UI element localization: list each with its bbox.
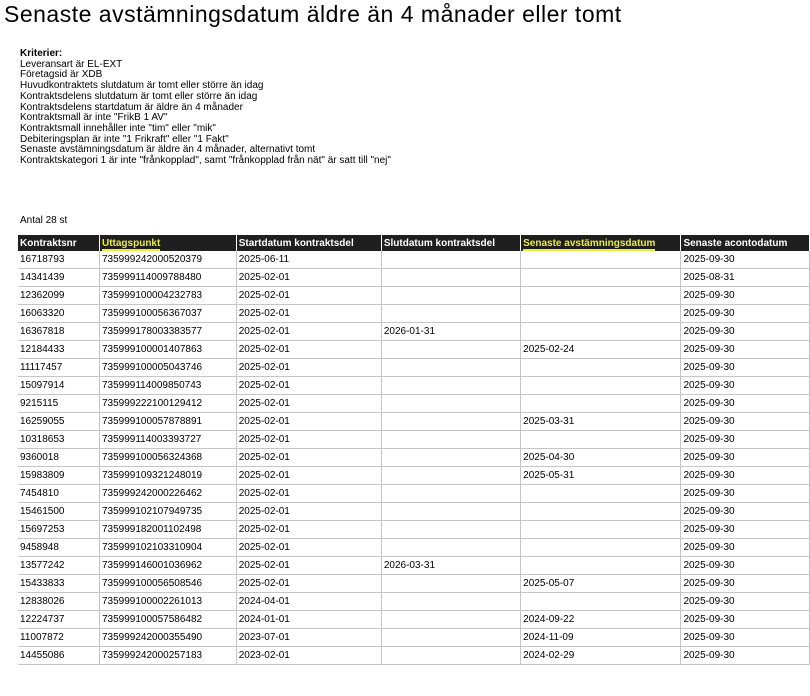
cell-uttagspunkt: 735999242000520379 [99,251,236,269]
cell-startdatum: 2025-02-01 [236,503,381,521]
cell-acontodatum: 2025-09-30 [681,431,810,449]
cell-avstamningsdatum: 2024-09-22 [521,611,681,629]
criteria-line: Leveransart är EL-EXT [20,58,123,70]
table-row[interactable] [18,395,810,413]
cell-kontraktsnr: 9360018 [18,449,99,467]
cell-startdatum: 2023-07-01 [236,629,381,647]
cell-startdatum: 2024-01-01 [236,611,381,629]
cell-acontodatum: 2025-09-30 [681,449,810,467]
cell-acontodatum: 2025-09-30 [681,305,810,323]
cell-acontodatum: 2025-09-30 [681,611,810,629]
cell-acontodatum: 2025-09-30 [681,377,810,395]
cell-slutdatum [381,629,520,647]
cell-slutdatum [381,449,520,467]
cell-startdatum: 2023-02-01 [236,647,381,665]
cell-avstamningsdatum [521,431,681,449]
cell-uttagspunkt: 735999102107949735 [99,503,236,521]
contracts-table [18,235,810,665]
cell-startdatum: 2025-02-01 [236,449,381,467]
cell-kontraktsnr: 15461500 [18,503,99,521]
cell-startdatum: 2025-02-01 [236,359,381,377]
cell-acontodatum: 2025-09-30 [681,593,810,611]
criteria-line: Debiteringsplan är inte "1 Frikraft" eller "1 Fakt" [20,133,229,145]
col-header-kontraktsnr[interactable]: Kontraktsnr [18,235,99,251]
cell-avstamningsdatum [521,485,681,503]
cell-slutdatum [381,431,520,449]
cell-kontraktsnr: 15983809 [18,467,99,485]
cell-kontraktsnr: 11007872 [18,629,99,647]
cell-kontraktsnr: 14341439 [18,269,99,287]
cell-avstamningsdatum: 2025-02-24 [521,341,681,359]
table-row[interactable] [18,305,810,323]
cell-uttagspunkt: 735999100001407863 [99,341,236,359]
cell-acontodatum: 2025-09-30 [681,467,810,485]
cell-slutdatum [381,395,520,413]
cell-slutdatum [381,593,520,611]
cell-uttagspunkt: 735999242000257183 [99,647,236,665]
criteria-heading: Kriterier: [20,48,63,59]
cell-uttagspunkt: 735999100056508546 [99,575,236,593]
cell-avstamningsdatum [521,503,681,521]
table-row[interactable] [18,323,810,341]
cell-uttagspunkt: 735999100004232783 [99,287,236,305]
table-row[interactable] [18,611,810,629]
cell-kontraktsnr: 11117457 [18,359,99,377]
table-row[interactable] [18,449,810,467]
cell-uttagspunkt: 735999100057586482 [99,611,236,629]
cell-avstamningsdatum: 2024-11-09 [521,629,681,647]
cell-avstamningsdatum [521,377,681,395]
cell-avstamningsdatum [521,395,681,413]
cell-startdatum: 2025-02-01 [236,341,381,359]
cell-slutdatum [381,341,520,359]
cell-avstamningsdatum [521,287,681,305]
table-row[interactable] [18,269,810,287]
cell-kontraktsnr: 15097914 [18,377,99,395]
cell-startdatum: 2025-02-01 [236,305,381,323]
cell-uttagspunkt: 735999100005043746 [99,359,236,377]
cell-startdatum: 2025-02-01 [236,539,381,557]
cell-startdatum: 2025-02-01 [236,575,381,593]
cell-acontodatum: 2025-09-30 [681,359,810,377]
table-row[interactable] [18,287,810,305]
cell-uttagspunkt: 735999100056324368 [99,449,236,467]
table-row[interactable] [18,647,810,665]
cell-slutdatum [381,611,520,629]
table-row[interactable] [18,521,810,539]
cell-acontodatum: 2025-09-30 [681,251,810,269]
cell-uttagspunkt: 735999242000355490 [99,629,236,647]
col-header-uttagspunkt[interactable]: Uttagspunkt [99,235,236,251]
criteria-line: Huvudkontraktets slutdatum är tomt eller större än idag [20,80,264,92]
cell-slutdatum [381,287,520,305]
cell-startdatum: 2025-02-01 [236,431,381,449]
cell-kontraktsnr: 15697253 [18,521,99,539]
cell-kontraktsnr: 16259055 [18,413,99,431]
cell-slutdatum [381,521,520,539]
cell-uttagspunkt: 735999102103310904 [99,539,236,557]
record-count: Antal 28 st [20,215,68,226]
cell-slutdatum [381,503,520,521]
table-row[interactable] [18,341,810,359]
cell-avstamningsdatum [521,521,681,539]
cell-uttagspunkt: 735999114003393727 [99,431,236,449]
col-header-slutdatum[interactable]: Slutdatum kontraktsdel [381,235,520,251]
cell-acontodatum: 2025-08-31 [681,269,810,287]
cell-startdatum: 2025-02-01 [236,485,381,503]
cell-uttagspunkt: 735999242000226462 [99,485,236,503]
criteria-line: Kontraktsmall är inte "FrikB 1 AV" [20,112,168,124]
table-header-row [18,235,810,251]
cell-kontraktsnr: 13577242 [18,557,99,575]
cell-avstamningsdatum [521,251,681,269]
cell-kontraktsnr: 9458948 [18,539,99,557]
cell-slutdatum [381,269,520,287]
cell-avstamningsdatum: 2025-03-31 [521,413,681,431]
cell-acontodatum: 2025-09-30 [681,485,810,503]
cell-acontodatum: 2025-09-30 [681,323,810,341]
cell-uttagspunkt: 735999114009788480 [99,269,236,287]
cell-uttagspunkt: 735999222100129412 [99,395,236,413]
cell-uttagspunkt: 735999100057878891 [99,413,236,431]
cell-kontraktsnr: 10318653 [18,431,99,449]
table-row[interactable] [18,377,810,395]
criteria-line: Kontraktsdelens slutdatum är tomt eller större än idag [20,90,258,102]
col-header-startdatum[interactable]: Startdatum kontraktsdel [236,235,381,251]
cell-acontodatum: 2025-09-30 [681,341,810,359]
cell-startdatum: 2025-06-11 [236,251,381,269]
cell-uttagspunkt: 735999182001102498 [99,521,236,539]
cell-acontodatum: 2025-09-30 [681,521,810,539]
table-row[interactable] [18,485,810,503]
cell-kontraktsnr: 16718793 [18,251,99,269]
cell-kontraktsnr: 16367818 [18,323,99,341]
cell-startdatum: 2025-02-01 [236,467,381,485]
table-row[interactable] [18,251,810,269]
cell-slutdatum [381,251,520,269]
cell-startdatum: 2024-04-01 [236,593,381,611]
table-row[interactable] [18,575,810,593]
cell-slutdatum [381,539,520,557]
criteria-line: Kontraktskategori 1 är inte "frånkopplad", samt "frånkopplad från nät" är satt till "nej" [20,155,391,167]
table-row[interactable] [18,431,810,449]
cell-uttagspunkt: 735999114009850743 [99,377,236,395]
cell-uttagspunkt: 735999100056367037 [99,305,236,323]
criteria-line: Kontraktsdelens startdatum är äldre än 4 månader [20,101,243,113]
cell-uttagspunkt: 735999146001036962 [99,557,236,575]
cell-uttagspunkt: 735999178003383577 [99,323,236,341]
cell-kontraktsnr: 16063320 [18,305,99,323]
cell-avstamningsdatum: 2025-04-30 [521,449,681,467]
cell-avstamningsdatum [521,359,681,377]
cell-slutdatum [381,413,520,431]
cell-startdatum: 2025-02-01 [236,377,381,395]
criteria-block [20,49,391,167]
cell-startdatum: 2025-02-01 [236,287,381,305]
table-row[interactable] [18,593,810,611]
criteria-line: Senaste avstämningsdatum är äldre än 4 månader, alternativt tomt [20,144,316,156]
cell-acontodatum: 2025-09-30 [681,629,810,647]
cell-acontodatum: 2025-09-30 [681,647,810,665]
cell-slutdatum: 2026-03-31 [381,557,520,575]
page-title: Senaste avstämningsdatum äldre än 4 månader eller tomt [4,1,622,27]
cell-acontodatum: 2025-09-30 [681,575,810,593]
cell-slutdatum [381,359,520,377]
cell-startdatum: 2025-02-01 [236,323,381,341]
criteria-line: Företagsid är XDB [20,69,103,81]
cell-uttagspunkt: 735999100002261013 [99,593,236,611]
cell-startdatum: 2025-02-01 [236,269,381,287]
cell-avstamningsdatum [521,269,681,287]
table-row[interactable] [18,629,810,647]
cell-acontodatum: 2025-09-30 [681,413,810,431]
cell-avstamningsdatum [521,593,681,611]
cell-acontodatum: 2025-09-30 [681,557,810,575]
cell-slutdatum [381,647,520,665]
cell-kontraktsnr: 15433833 [18,575,99,593]
col-header-senaste-acontodatum[interactable]: Senaste acontodatum [681,235,810,251]
cell-acontodatum: 2025-09-30 [681,503,810,521]
cell-acontodatum: 2025-09-30 [681,287,810,305]
table-row[interactable] [18,503,810,521]
cell-avstamningsdatum: 2024-02-29 [521,647,681,665]
cell-avstamningsdatum: 2025-05-31 [521,467,681,485]
cell-startdatum: 2025-02-01 [236,557,381,575]
cell-avstamningsdatum [521,323,681,341]
criteria-line: Kontraktsmall innehåller inte "tim" eller "mik" [20,122,216,134]
cell-acontodatum: 2025-09-30 [681,395,810,413]
table-row[interactable] [18,413,810,431]
cell-avstamningsdatum [521,539,681,557]
cell-acontodatum: 2025-09-30 [681,539,810,557]
table-body [18,251,810,665]
cell-slutdatum [381,377,520,395]
table-row[interactable] [18,539,810,557]
criteria-list [20,60,391,167]
cell-kontraktsnr: 9215115 [18,395,99,413]
col-header-senaste-avstamningsdatum[interactable]: Senaste avstämningsdatum [521,235,681,251]
cell-avstamningsdatum: 2025-05-07 [521,575,681,593]
cell-kontraktsnr: 7454810 [18,485,99,503]
cell-kontraktsnr: 12362099 [18,287,99,305]
cell-kontraktsnr: 12224737 [18,611,99,629]
cell-kontraktsnr: 12838026 [18,593,99,611]
table-row[interactable] [18,467,810,485]
cell-avstamningsdatum [521,305,681,323]
cell-startdatum: 2025-02-01 [236,521,381,539]
cell-avstamningsdatum [521,557,681,575]
cell-kontraktsnr: 14455086 [18,647,99,665]
cell-uttagspunkt: 735999109321248019 [99,467,236,485]
cell-slutdatum [381,575,520,593]
table-row[interactable] [18,359,810,377]
cell-startdatum: 2025-02-01 [236,395,381,413]
cell-slutdatum [381,485,520,503]
cell-kontraktsnr: 12184433 [18,341,99,359]
table-row[interactable] [18,557,810,575]
cell-slutdatum: 2026-01-31 [381,323,520,341]
cell-slutdatum [381,305,520,323]
cell-slutdatum [381,467,520,485]
cell-startdatum: 2025-02-01 [236,413,381,431]
